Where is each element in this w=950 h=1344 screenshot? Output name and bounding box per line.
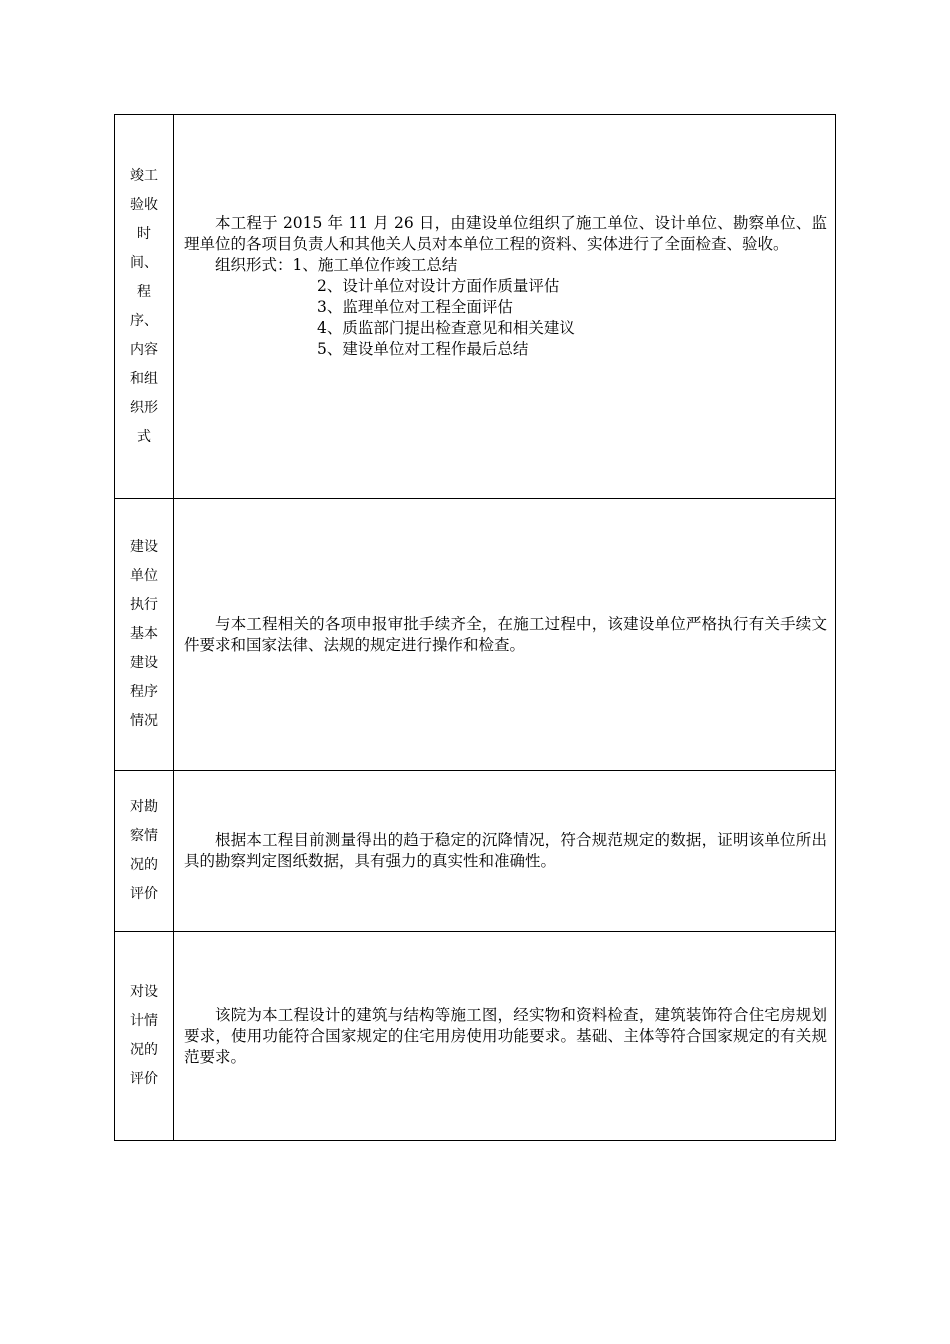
org-form-item: 4、质监部门提出检查意见和相关建议 — [317, 319, 575, 337]
label-line: 察情 — [130, 828, 158, 844]
label-line: 式 — [137, 428, 151, 445]
acceptance-paragraph: 本工程于 2015 年 11 月 26 日，由建设单位组织了施工单位、设计单位、勘察单位、监理单位的各项目负责人和其他关人员对本单位工程的资料、实体进行了全面检查、验收。 — [184, 214, 827, 253]
org-form-label: 组织形式： — [215, 256, 293, 274]
label-line: 程 — [137, 283, 151, 300]
label-line: 建设 — [130, 655, 158, 671]
label-line: 序、 — [130, 312, 158, 329]
label-line: 验收 — [130, 196, 158, 213]
row-content-acceptance-procedure — [174, 115, 836, 499]
row-content-design-evaluation — [174, 932, 836, 1141]
table-row — [115, 115, 836, 499]
survey-evaluation-paragraph: 根据本工程目前测量得出的趋于稳定的沉降情况，符合规范规定的数据，证明该单位所出具的勘察判定图纸数据，具有强力的真实性和准确性。 — [184, 831, 827, 870]
acceptance-form-table — [114, 114, 836, 1141]
org-form-item: 2、设计单位对设计方面作质量评估 — [317, 277, 560, 295]
row-content-survey-evaluation — [174, 771, 836, 932]
label-line: 执行 — [130, 597, 158, 613]
row-label-design-evaluation — [115, 932, 174, 1141]
label-line: 基本 — [130, 626, 158, 642]
label-line: 况的 — [130, 857, 158, 873]
label-line: 对设 — [130, 984, 158, 1000]
label-line: 评价 — [130, 886, 158, 902]
label-line: 计情 — [130, 1013, 158, 1029]
label-line: 间、 — [130, 254, 158, 271]
label-line: 情况 — [130, 713, 158, 729]
label-line: 对勘 — [130, 799, 158, 815]
design-evaluation-paragraph: 该院为本工程设计的建筑与结构等施工图，经实物和资料检查，建筑装饰符合住宅房规划要求，使用功能符合国家规定的住宅用房使用功能要求。基础、主体等符合国家规定的有关规范要求。 — [184, 1005, 827, 1066]
row-content-construction-procedure — [174, 499, 836, 771]
label-line: 时 — [137, 225, 151, 242]
label-line: 织形 — [130, 399, 158, 416]
table-row — [115, 499, 836, 771]
org-form-item: 5、建设单位对工程作最后总结 — [317, 340, 529, 358]
label-line: 况的 — [130, 1042, 158, 1058]
row-label-construction-procedure — [115, 499, 174, 771]
organization-form-list — [184, 255, 827, 360]
label-line: 评价 — [130, 1071, 158, 1087]
org-form-item: 3、监理单位对工程全面评估 — [317, 298, 513, 316]
label-line: 和组 — [130, 370, 158, 387]
row-label-survey-evaluation — [115, 771, 174, 932]
label-line: 内容 — [130, 341, 158, 358]
label-line: 单位 — [130, 568, 158, 584]
table-row — [115, 771, 836, 932]
label-line: 建设 — [130, 539, 158, 555]
row-label-acceptance-procedure — [115, 115, 174, 499]
label-line: 程序 — [130, 684, 158, 700]
label-line: 竣工 — [130, 167, 158, 184]
org-form-line — [184, 255, 827, 276]
table-row — [115, 932, 836, 1141]
org-form-item: 1、施工单位作竣工总结 — [292, 256, 458, 274]
construction-procedure-paragraph: 与本工程相关的各项申报审批手续齐全，在施工过程中，该建设单位严格执行有关手续文件要求和国家法律、法规的规定进行操作和检查。 — [184, 614, 827, 654]
